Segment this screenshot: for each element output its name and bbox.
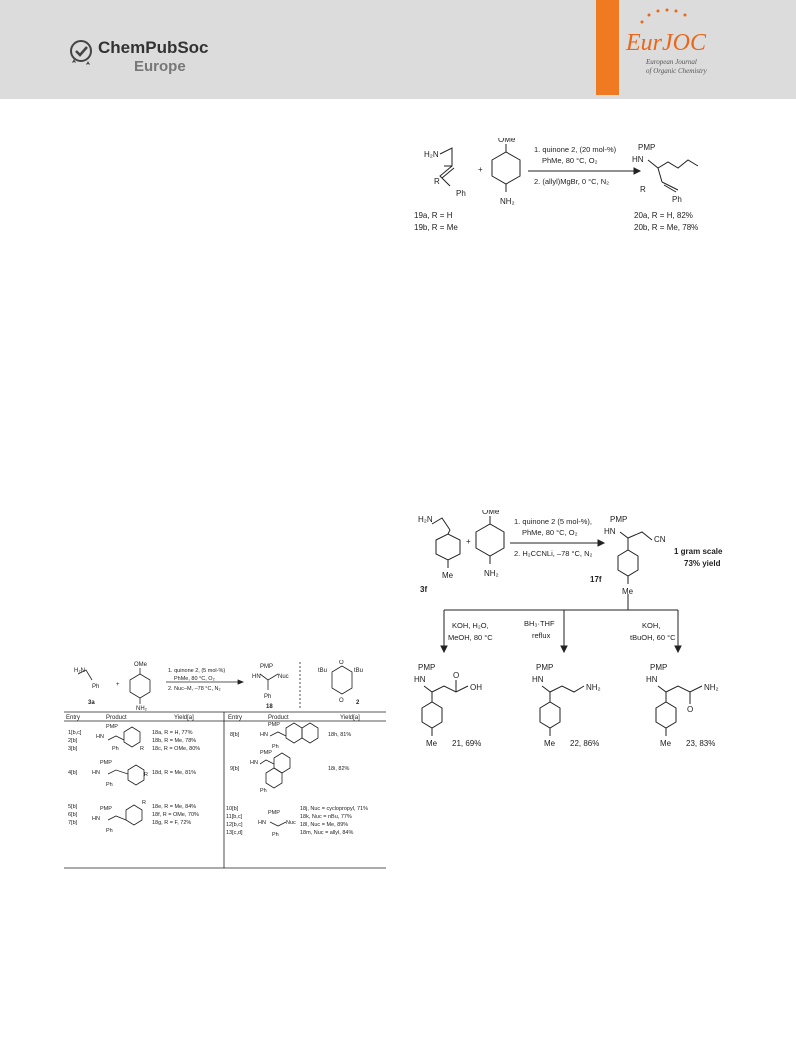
p22-me: Me <box>544 739 556 748</box>
p21-oh: OH <box>470 683 482 692</box>
scheme1-prod-r: R <box>640 185 646 194</box>
stars-arc-icon <box>636 6 696 26</box>
p21-me: Me <box>426 739 438 748</box>
tbl-top-pmp: PMP <box>260 664 274 670</box>
tbl-header-entry-1: Entry <box>66 715 81 721</box>
scheme1-sm-ph: Ph <box>456 189 466 198</box>
tbl-left-entry: 7[b] <box>68 820 78 826</box>
scheme2-cn: CN <box>654 535 666 544</box>
tbl-header-product-2: Product <box>268 715 289 721</box>
tbl-top-nuc: Nuc <box>278 674 289 680</box>
scheme1-prod-hn: HN <box>632 155 644 164</box>
scheme2-cond-mid-1: BH₃·THF <box>524 619 555 628</box>
tbl-top-prod-id: 18 <box>266 704 273 710</box>
p23-hn: HN <box>646 675 658 684</box>
tbl-top-hn: HN <box>252 674 261 680</box>
tbl-struct-pmp: PMP <box>260 750 272 756</box>
table-scope <box>64 660 386 870</box>
tbl-right-yield: 18j, Nuc = cyclopropyl, 71% <box>300 806 369 812</box>
tbl-right-yield: 18i, 82% <box>328 766 350 772</box>
tbl-top-o1: O <box>339 660 344 666</box>
scheme2-cond-left-1: KOH, H₂O, <box>452 621 489 630</box>
tbl-struct-hn: HN <box>92 770 100 776</box>
tbl-top-plus: + <box>116 682 120 688</box>
tbl-struct-nuc: Nuc <box>286 820 296 826</box>
tbl-left-yield: 18d, R = Me, 81% <box>152 770 197 776</box>
scheme2-scale2: 73% yield <box>684 559 721 568</box>
p22-pmp: PMP <box>536 663 554 672</box>
tbl-struct-pmp: PMP <box>268 810 280 816</box>
p23-nh2: NH₂ <box>704 683 719 692</box>
scheme-allylation <box>410 138 740 238</box>
ejoc-fullname: European Journal of Organic Chemistry <box>646 58 707 75</box>
scheme2-nh2: NH₂ <box>484 569 499 578</box>
tbl-top-tbu2: tBu <box>354 668 364 674</box>
p22-label: 22, 86% <box>570 739 600 748</box>
tbl-left-entry: 4[b] <box>68 770 78 776</box>
p22-nh2: NH₂ <box>586 683 601 692</box>
publisher-region: Europe <box>134 58 186 75</box>
p21-label: 21, 69% <box>452 739 482 748</box>
scheme2-cond-right-1: KOH, <box>642 621 661 630</box>
tbl-top-ph: Ph <box>264 694 272 700</box>
p21-hn: HN <box>414 675 426 684</box>
tbl-right-yield: 18m, Nuc = allyl, 84% <box>300 830 354 836</box>
tbl-top-sm1: H₂N <box>74 668 85 674</box>
tbl-right-entry: 12[b,c] <box>226 822 243 828</box>
p21-pmp: PMP <box>418 663 436 672</box>
tbl-struct-ph: Ph <box>272 832 279 838</box>
scheme2-step1b: PhMe, 80 °C, O₂ <box>522 528 578 537</box>
tbl-top-nh2: NH₂ <box>136 706 147 712</box>
tbl-header-product-1: Product <box>106 715 127 721</box>
tbl-top-step1: 1. quinone 2, (5 mol-%) <box>168 668 226 674</box>
scheme1-step2: 2. (allyl)MgBr, 0 °C, N₂ <box>534 177 610 186</box>
scheme1-step1: 1. quinone 2, (20 mol-%) <box>534 145 617 154</box>
p23-label: 23, 83% <box>686 739 716 748</box>
ejoc-accent-bar <box>596 0 619 95</box>
scheme1-prod-a: 20a, R = H, 82% <box>634 211 693 220</box>
p22-hn: HN <box>532 675 544 684</box>
scheme-derivatization <box>414 510 744 750</box>
page-header <box>0 0 796 99</box>
tbl-header-yield-1: Yield[a] <box>174 715 194 721</box>
scheme2-step2: 2. H₂CCNLi, –78 °C, N₂ <box>514 549 593 558</box>
scheme2-step1: 1. quinone 2 (5 mol-%), <box>514 517 592 526</box>
tbl-top-q-id: 2 <box>356 700 360 706</box>
tbl-right-entry: 9[b] <box>230 766 240 772</box>
scheme1-sm-r: R <box>434 177 440 186</box>
tbl-left-yield: 18c, R = OMe, 80% <box>152 746 201 752</box>
tbl-header-entry-2: Entry <box>228 715 243 721</box>
tbl-right-entry: 11[b,c] <box>226 814 243 820</box>
scheme1-step1b: PhMe, 80 °C, O₂ <box>542 156 598 165</box>
tbl-top-tbu1: tBu <box>318 668 328 674</box>
tbl-struct-hn: HN <box>260 732 268 738</box>
scheme1-sm-nh2: H₂N <box>424 150 439 159</box>
scheme2-hn: HN <box>604 527 616 536</box>
tbl-left-yield: 18a, R = H, 77% <box>152 730 193 736</box>
tbl-struct-hn: HN <box>96 734 104 740</box>
p23-pmp: PMP <box>650 663 668 672</box>
tbl-right-entry: 10[b] <box>226 806 239 812</box>
tbl-left-yield: 18e, R = Me, 84% <box>152 804 197 810</box>
tbl-struct-hn: HN <box>250 760 258 766</box>
scheme1-nh2: NH₂ <box>500 197 515 206</box>
scheme2-pmp: PMP <box>610 515 628 524</box>
tbl-right-yield: 18l, Nuc = Me, 89% <box>300 822 349 828</box>
tbl-left-yield: 18f, R = OMe, 70% <box>152 812 199 818</box>
tbl-struct-ph: Ph <box>106 828 113 834</box>
tbl-struct-pmp: PMP <box>100 806 112 812</box>
scheme1-ome: OMe <box>498 138 516 144</box>
tbl-top-sm1-ph: Ph <box>92 684 100 690</box>
tbl-left-yield: 18b, R = Me, 78% <box>152 738 197 744</box>
tbl-struct-pmp: PMP <box>106 724 118 730</box>
scheme2-cond-left-2: MeOH, 80 °C <box>448 633 493 642</box>
scheme2-ome: OMe <box>482 510 500 516</box>
tbl-struct-r: R <box>140 746 144 752</box>
scheme1-prod-ph: Ph <box>672 195 682 204</box>
tbl-right-entry: 8[b] <box>230 732 240 738</box>
scheme1-cmpd-a: 19a, R = H <box>414 211 453 220</box>
tbl-struct-r: R <box>144 772 148 778</box>
scheme2-cond-right-2: tBuOH, 60 °C <box>630 633 676 642</box>
scheme2-sm-id: 3f <box>420 585 428 594</box>
scheme2-sm-nh2: H₂N <box>418 515 433 524</box>
p21-o: O <box>453 671 460 680</box>
tbl-struct-ph: Ph <box>272 744 279 750</box>
tbl-left-yield: 18g, R = F, 72% <box>152 820 192 826</box>
tbl-right-yield: 18h, 81% <box>328 732 352 738</box>
scheme2-me: Me <box>622 587 634 596</box>
tbl-left-entry: 2[b] <box>68 738 78 744</box>
scheme1-prod-b: 20b, R = Me, 78% <box>634 223 699 232</box>
scheme2-sm-me: Me <box>442 571 454 580</box>
tbl-struct-ph: Ph <box>106 782 113 788</box>
tbl-struct-pmp: PMP <box>268 722 280 728</box>
p23-me: Me <box>660 739 672 748</box>
tbl-struct-ph: Ph <box>112 746 119 752</box>
chempubsoc-emblem-icon <box>68 38 96 68</box>
tbl-top-sm1-id: 3a <box>88 700 95 706</box>
scheme2-prod-id: 17f <box>590 575 602 584</box>
ejoc-name: EurJOC <box>626 30 706 56</box>
publisher-name: ChemPubSoc <box>98 38 209 57</box>
scheme2-scale1: 1 gram scale <box>674 547 723 556</box>
tbl-struct-ph: Ph <box>260 788 267 794</box>
tbl-left-entry: 6[b] <box>68 812 78 818</box>
tbl-struct-r: R <box>142 800 146 806</box>
scheme1-prod-pmp: PMP <box>638 143 656 152</box>
chempubsoc-logo <box>68 36 228 86</box>
p23-o: O <box>687 705 694 714</box>
tbl-top-ome: OMe <box>134 662 148 668</box>
tbl-left-entry: 3[b] <box>68 746 78 752</box>
scheme1-plus: + <box>478 165 483 174</box>
tbl-left-entry: 1[b,c] <box>68 730 82 736</box>
tbl-right-yield: 18k, Nuc = nBu, 77% <box>300 814 352 820</box>
tbl-top-o2: O <box>339 698 344 704</box>
tbl-struct-hn: HN <box>92 816 100 822</box>
tbl-top-step1b: PhMe, 80 °C, O₂ <box>174 676 215 682</box>
scheme1-cmpd-b: 19b, R = Me <box>414 223 458 232</box>
tbl-top-step2: 2. Nuc–M, –78 °C, N₂ <box>168 686 221 692</box>
tbl-struct-hn: HN <box>258 820 266 826</box>
scheme2-cond-mid-2: reflux <box>532 631 551 640</box>
tbl-left-entry: 5[b] <box>68 804 78 810</box>
ejoc-logo <box>596 0 714 95</box>
tbl-struct-pmp: PMP <box>100 760 112 766</box>
tbl-right-entry: 13[c,d] <box>226 830 243 836</box>
tbl-header-yield-2: Yield[a] <box>340 715 360 721</box>
scheme2-plus: + <box>466 537 471 546</box>
